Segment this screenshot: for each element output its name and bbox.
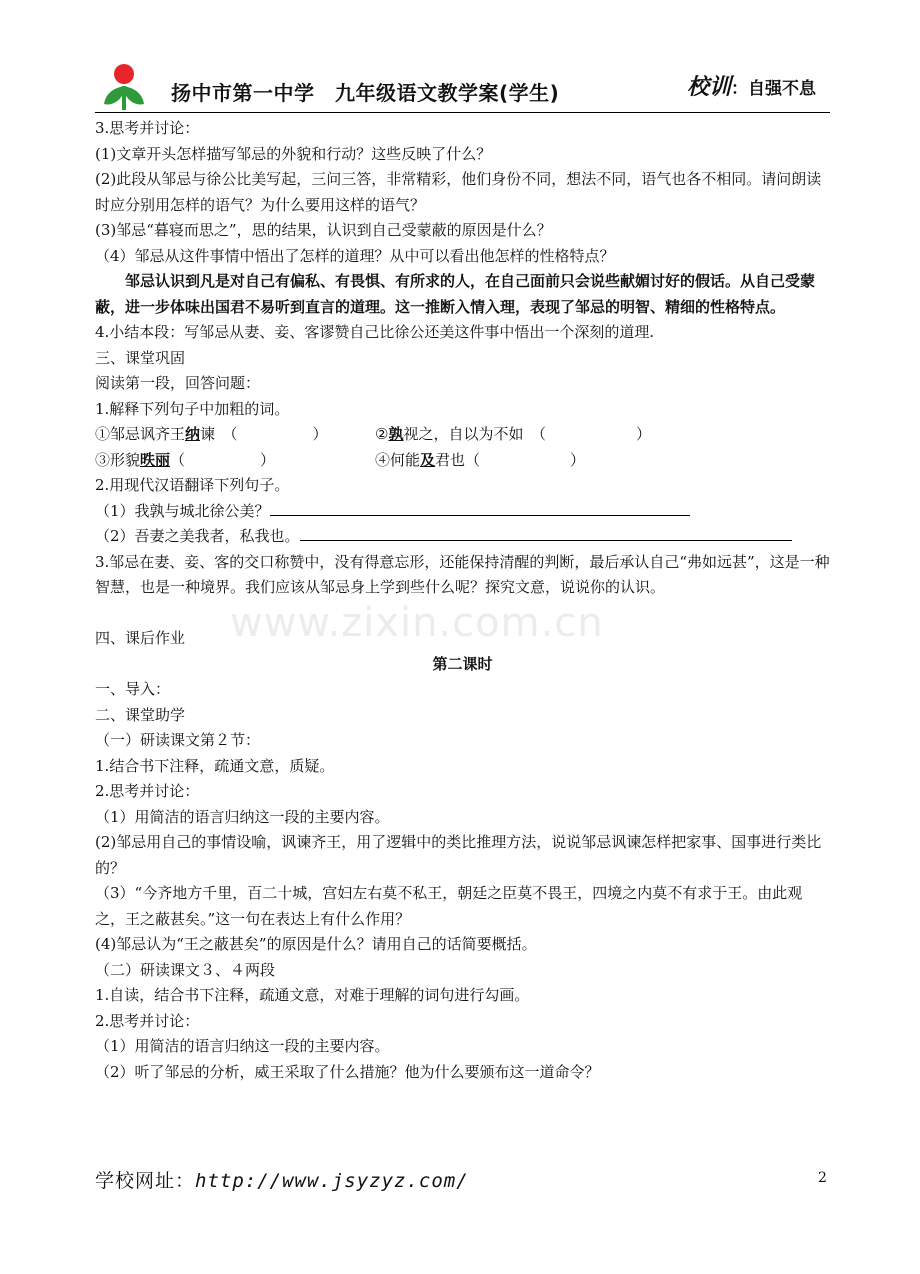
bold-word: 及 <box>420 450 436 469</box>
text-line: （二）研读课文３、４两段 <box>95 960 276 979</box>
bold-word: 孰 <box>388 425 404 443</box>
text-line: (4)邹忌认为“王之蔽甚矣”的原因是什么？请用自己的话简要概括。 <box>95 935 537 953</box>
section-heading: 一、导入： <box>95 680 171 698</box>
section-heading: 四、课后作业 <box>95 629 186 647</box>
bold-word: 昳丽 <box>140 450 171 469</box>
bold-word: 纳 <box>185 425 201 443</box>
answer-paragraph: 邹忌认识到凡是对自己有偏私、有畏惧、有所求的人，在自己面前只会说些献媚讨好的假话。从自己受蒙蔽，进一步体味出国君不易听到直言的道理。这一推断入情入理，表现了邹忌的明智、精细的性格特点。 <box>95 272 816 316</box>
text-line: 2.思考并讨论： <box>95 1011 200 1030</box>
exercise-row <box>95 448 830 474</box>
text-line: （一）研读课文第２节： <box>95 731 261 749</box>
answer-blank[interactable] <box>270 501 690 516</box>
text-line: (2)此段从邹忌与徐公比美写起，三问三答，非常精彩，他们身份不同，想法不同，语气也各不相同。请问朗读时应分别用怎样的语气？为什么要用这样的语气？ <box>95 170 822 214</box>
motto-separator: ： <box>731 79 749 99</box>
text-line: 3.邹忌在妻、妾、客的交口称赞中，没有得意忘形，还能保持清醒的判断，最后承认自己“弗如远甚”，这是一种智慧，也是一种境界。我们应该从邹忌身上学到些什么呢？探究文意，说说你的认识。 <box>95 552 830 596</box>
text-line: (1)文章开头怎样描写邹忌的外貌和行动？这些反映了什么？ <box>95 144 492 163</box>
section-heading: 二、课堂助学 <box>95 705 186 724</box>
text-line: (3)邹忌“暮寝而思之”，思的结果，认识到自己受蒙蔽的原因是什么？ <box>95 221 552 239</box>
page-number: 2 <box>818 1170 827 1186</box>
watermark: www.zixin.com.cn <box>230 600 604 646</box>
exercise-item: ②孰视之，自以为不如 （ ） <box>375 425 651 443</box>
translation-item: （1）我孰与城北徐公美？ <box>95 499 830 525</box>
text-line: （1）用简洁的语言归纳这一段的主要内容。 <box>95 807 390 826</box>
text-line: （4）邹忌从这件事情中悟出了怎样的道理？从中可以看出他怎样的性格特点？ <box>95 246 615 265</box>
motto-label: 校训 <box>687 75 732 100</box>
text-line: （3）“今齐地方千里，百二十城，宫妇左右莫不私王，朝廷之臣莫不畏王，四境之内莫不有求于王。由此观之，王之蔽甚矣。”这一句在表达上有什么作用？ <box>95 884 803 928</box>
text-line: 1.结合书下注释，疏通文意，质疑。 <box>95 756 335 775</box>
exercise-item: ①邹忌讽齐王纳谏 （ ） <box>95 425 328 443</box>
motto-text: 自强不息 <box>748 79 817 99</box>
lesson-heading: 第二课时 <box>432 654 493 673</box>
text-line: (2)邹忌用自己的事情设喻，讽谏齐王，用了逻辑中的类比推理方法，说说邹忌讽谏怎样把家事、国事进行类比的？ <box>95 833 822 877</box>
exercise-item: ③形貌昳丽（ ） <box>95 450 276 469</box>
school-motto <box>687 70 816 101</box>
text-line: 2.思考并讨论： <box>95 782 200 800</box>
page-header <box>95 60 830 113</box>
answer-blank[interactable] <box>300 526 792 541</box>
text-line: 1.解释下列句子中加粗的词。 <box>95 399 290 418</box>
text-line: 阅读第一段，回答问题： <box>95 374 261 392</box>
text-line: （2）听了邹忌的分析，威王采取了什么措施？他为什么要颁布这一道命令？ <box>95 1062 600 1081</box>
section-heading: 三、课堂巩固 <box>95 348 186 367</box>
exercise-row <box>95 422 830 448</box>
translation-item: （2）吾妻之美我者，私我也。 <box>95 524 830 550</box>
school-logo-icon <box>101 62 147 112</box>
document-title: 扬中市第一中学 九年级语文教学案(学生) <box>171 81 560 105</box>
text-line: 4.小结本段：写邹忌从妻、妾、客谬赞自己比徐公还美这件事中悟出一个深刻的道理. <box>95 323 655 341</box>
text-line: （1）用简洁的语言归纳这一段的主要内容。 <box>95 1037 390 1055</box>
document-body <box>95 116 830 1085</box>
page-footer <box>95 1166 469 1193</box>
footer-label: 学校网址： <box>95 1170 196 1192</box>
text-line: 2.用现代汉语翻译下列句子。 <box>95 476 290 494</box>
school-url-link[interactable]: http://www.jsyzyz.com/ <box>195 1170 469 1192</box>
text-line: 3.思考并讨论： <box>95 119 200 137</box>
text-line: 1.自读，结合书下注释，疏通文意，对难于理解的词句进行勾画。 <box>95 986 530 1004</box>
exercise-item: ④何能及君也（ ） <box>375 450 586 469</box>
